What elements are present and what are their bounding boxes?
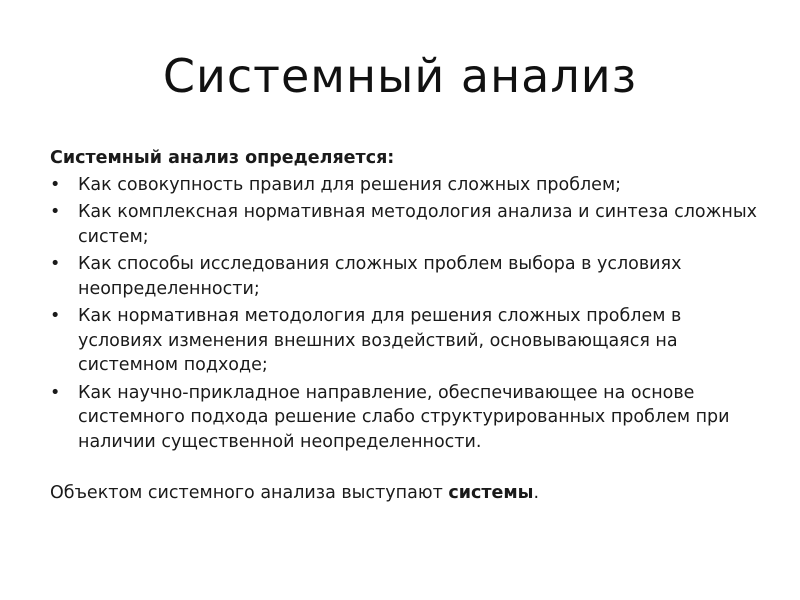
list-item-text: Как способы исследования сложных проблем выбора в условиях неопределенности; [78, 254, 682, 299]
bullet-icon: • [50, 306, 61, 326]
slide-title: Системный анализ [162, 49, 638, 103]
intro-heading: Системный анализ определяется: [50, 148, 395, 168]
list-item [50, 200, 760, 249]
closing-prefix: Объектом системного анализа выступают [50, 483, 449, 503]
list-item [50, 173, 760, 198]
list-item [50, 304, 760, 378]
closing-suffix: . [533, 483, 540, 503]
list-item-text: Как совокупность правил для решения сложных проблем; [78, 174, 622, 195]
closing-emphasis: системы [448, 483, 534, 503]
bullet-icon: • [50, 382, 61, 403]
closing-sentence [50, 481, 760, 506]
list-item-text: Как комплексная нормативная методология анализа и синтеза сложных систем; [78, 202, 758, 247]
definition-list [50, 173, 760, 455]
bullet-icon: • [50, 254, 61, 274]
bullet-icon: • [50, 202, 61, 222]
bullet-icon: • [50, 174, 61, 195]
list-item [50, 381, 760, 455]
list-item [50, 252, 760, 301]
list-item-text: Как научно-прикладное направление, обеспечивающее на основе системного подхода решение слабо структурированных проблем при наличии существенной неопределенности. [78, 382, 730, 452]
slide-content [50, 146, 760, 506]
list-item-text: Как нормативная методология для решения сложных проблем в условиях изменения внешних воздействий, основывающаяся на системном подходе; [78, 306, 682, 375]
